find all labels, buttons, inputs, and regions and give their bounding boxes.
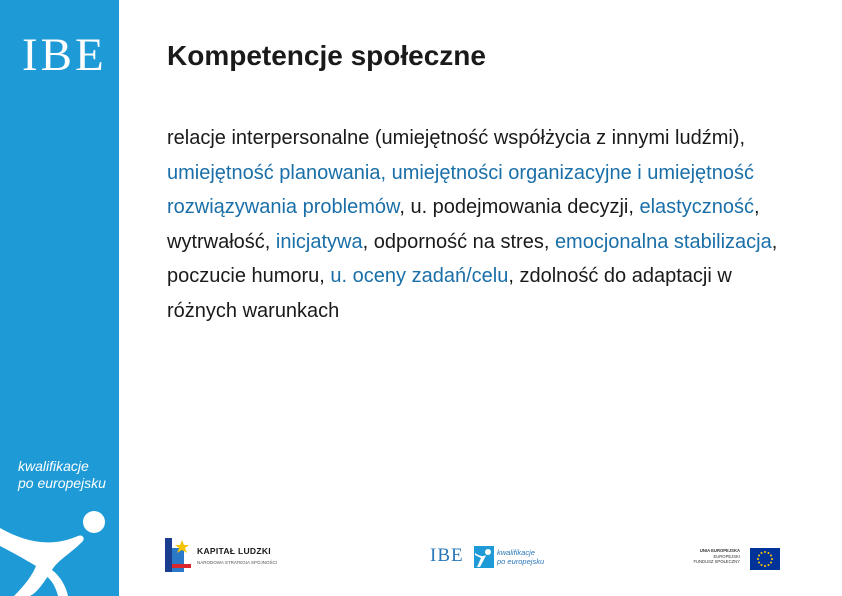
footer-kpe-text <box>497 548 544 566</box>
slide-title: Kompetencje społeczne <box>167 40 486 71</box>
kapital-ludzki-title: KAPITAŁ LUDZKI <box>197 546 271 556</box>
kapital-ludzki-logo <box>165 535 295 575</box>
footer-kpe-line1: kwalifikacje <box>497 548 535 557</box>
footer-kpe-line2: po europejsku <box>497 557 545 566</box>
eu-flag-icon <box>750 548 780 570</box>
eu-line2: EUROPEJSKI <box>713 553 740 559</box>
ibe-kpe-logo <box>430 546 550 576</box>
footer-ibe-text: IBE <box>430 545 464 566</box>
slide-body <box>167 121 807 328</box>
highlighted-phrase: inicjatywa <box>275 230 363 253</box>
body-phrase: , poczucie humoru, <box>167 230 778 287</box>
eu-line3: FUNDUSZ SPOŁECZNY <box>693 559 740 565</box>
sidebar-tagline-line1: kwalifikacje <box>18 458 89 474</box>
body-phrase: relacje interpersonalne (umiejętność współżycia z innymi ludźmi), <box>167 127 746 149</box>
jumping-figure-icon <box>0 500 119 596</box>
highlighted-phrase: umiejętność planowania, umiejętności organizacyjne i umiejętność rozwiązywania problemów <box>167 161 754 218</box>
eu-text <box>693 548 740 565</box>
body-phrase: , zdolność do adaptacji w różnych warunkach <box>167 265 732 322</box>
footer-figure-icon <box>474 546 494 568</box>
body-phrase: , odporność na stres, <box>362 230 555 253</box>
sidebar-tagline-line2: po europejsku <box>18 475 106 491</box>
highlighted-phrase: emocjonalna stabilizacja <box>554 230 772 253</box>
body-phrase: , wytrwałość, <box>167 196 760 253</box>
sidebar <box>0 0 119 596</box>
sidebar-tagline <box>18 458 106 492</box>
eu-line1: UNIA EUROPEJSKA <box>699 548 740 553</box>
eu-logo <box>685 546 785 576</box>
body-phrase: , u. podejmowania decyzji, <box>399 196 640 218</box>
highlighted-phrase: u. oceny zadań/celu <box>330 265 509 287</box>
highlighted-phrase: elastyczność <box>639 196 754 218</box>
kapital-ludzki-subtitle: NARODOWA STRATEGIA SPÓJNOŚCI <box>197 560 278 565</box>
ibe-logo: IBE <box>22 29 107 81</box>
kapital-ludzki-icon <box>165 538 191 572</box>
